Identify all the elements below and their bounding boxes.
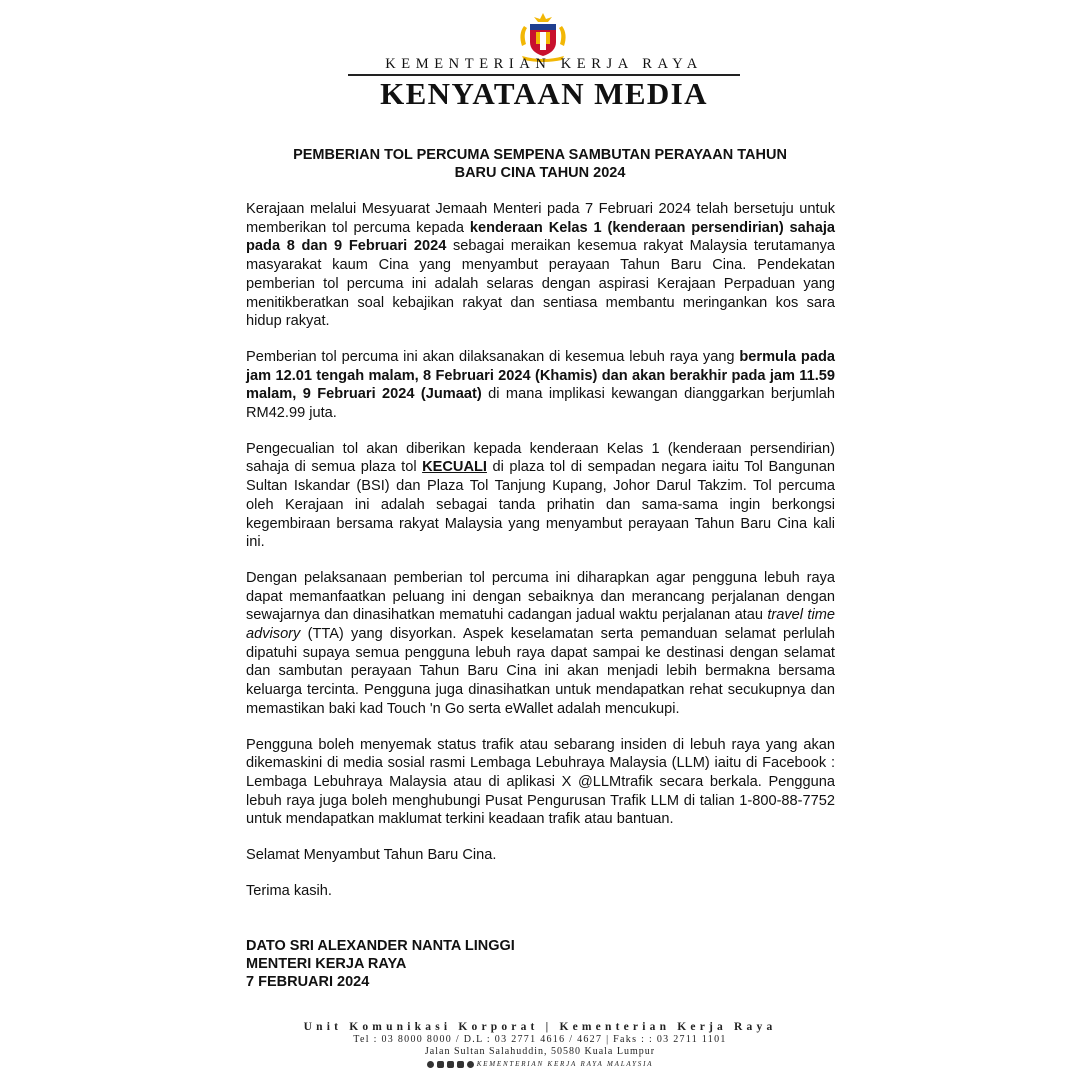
paragraph-3-text-c: di plaza tol di sempadan negara iaitu Tol Bangunan Sultan Iskandar (BSI) dan Plaza Tol Tanjung Kupang, Johor Darul Takzim. Tol percuma oleh Kerajaan ini adalah sebagai tanda prihatin dan sama-sama ingin berkongsi kegembiraan bersama rakyat Malaysia yang menyambut perayaan Tahun Baru Cina kali ini. [246,459,835,551]
paragraph-4-italic: travel time advisory [246,607,835,643]
headline-line-1: PEMBERIAN TOL PERCUMA SEMPENA SAMBUTAN PERAYAAN TAHUN [293,147,787,163]
footer-contact: Tel : 03 8000 8000 / D.L : 03 2771 4616 / 4627 | Faks : : 03 2711 1101 [353,1034,727,1045]
footer-unit: Unit Komunikasi Korporat | Kementerian Kerja Raya [303,1021,777,1033]
paragraph-1-bold: kenderaan Kelas 1 (kenderaan persendirian) sahaja pada 8 dan 9 Februari 2024 [246,219,835,255]
signature-block [246,937,515,991]
paragraph-4 [246,569,835,719]
paragraph-3-text-a: Pengecualian tol akan diberikan kepada kenderaan Kelas 1 (kenderaan persendirian) sahaja di semua plaza tol [246,440,835,476]
youtube-icon [447,1061,454,1068]
x-icon [457,1061,464,1068]
signatory-position: MENTERI KERJA RAYA [246,956,407,972]
tiktok-icon [467,1061,474,1068]
ministry-name: KEMENTERIAN KERJA RAYA [385,56,703,72]
instagram-icon [437,1061,444,1068]
footer-social [200,1058,880,1070]
footer-social-handle: KEMENTERIAN KERJA RAYA MALAYSIA [476,1060,654,1068]
paragraph-3 [246,440,835,552]
signature-date: 7 FEBRUARI 2024 [246,974,370,990]
paragraph-1 [246,200,835,331]
paragraph-5: Pengguna boleh menyemak status trafik atau sebarang insiden di lebuh raya yang akan dikemaskini di media sosial rasmi Lembaga Lebuhraya Malaysia (LLM) iaitu di Facebook : Lembaga Lebuhraya Malaysia atau di aplikasi X @LLMtrafik secara berkala. Pengguna lebuh raya juga boleh menghubungi Pusat Pengurusan Trafik LLM di talian 1-800-88-7752 untuk mendapatkan maklumat terkini keadaan trafik atau bantuan. [246,736,835,828]
coat-of-arms-logo [512,12,574,62]
paragraph-6: Selamat Menyambut Tahun Baru Cina. [246,847,497,864]
facebook-icon [427,1061,434,1068]
paragraph-2-text-a: Pemberian tol percuma ini akan dilaksanakan di kesemua lebuh raya yang [246,348,740,365]
paragraph-2-text-c: di mana implikasi kewangan dianggarkan berjumlah RM42.99 juta. [246,386,835,422]
paragraph-7: Terima kasih. [246,882,332,899]
paragraph-3-bold-underline: KECUALI [422,459,487,476]
press-release-body [246,200,835,918]
paragraph-2 [246,348,835,423]
headline-line-2: BARU CINA TAHUN 2024 [454,165,626,181]
paragraph-4-text-a: Dengan pelaksanaan pemberian tol percuma ini diharapkan agar pengguna lebuh raya dapat memanfaatkan peluang ini dengan sebaiknya dan merancang perjalanan dengan sewajarnya dan dinasihatkan mematuhi cadangan jadual waktu perjalanan atau [246,569,835,624]
footer [200,1020,880,1070]
paragraph-1-text-c: sebagai meraikan kesemua rakyat Malaysia terutamanya masyarakat kaum Cina yang menyambut perayaan Tahun Baru Cina. Pendekatan pemberian tol percuma ini adalah selaras dengan aspirasi Kerajaan Perpaduan yang menitikberatkan soal kebajikan rakyat dan sentiasa membantu meringankan kos sara hidup rakyat. [246,238,835,330]
paragraph-1-text-a: Kerajaan melalui Mesyuarat Jemaah Menteri pada 7 Februari 2024 telah bersetuju untuk memberikan tol percuma kepada [246,201,835,236]
press-release-headline [245,146,835,182]
paragraph-4-text-c: (TTA) yang disyorkan. Aspek keselamatan serta pemanduan selamat perlulah dipatuhi supaya semua pengguna lebuh raya dapat sampai ke destinasi dengan selamat dan sambutan perayaan Tahun Baru Cina ini akan menjadi lebih bermakna bersama keluarga tercinta. Pengguna juga dinasihatkan untuk mendapatkan rehat secukupnya dan memastikan baki kad Touch 'n Go serta eWallet adalah mencukupi. [246,626,835,717]
page-title: KENYATAAN MEDIA [380,76,708,111]
signatory-name: DATO SRI ALEXANDER NANTA LINGGI [246,938,515,954]
paragraph-2-bold: bermula pada jam 12.01 tengah malam, 8 Februari 2024 (Khamis) dan akan berakhir pada jam 11.59 malam, 9 Februari 2024 (Jumaat) [246,348,835,403]
footer-address: Jalan Sultan Salahuddin, 50580 Kuala Lumpur [424,1046,656,1057]
